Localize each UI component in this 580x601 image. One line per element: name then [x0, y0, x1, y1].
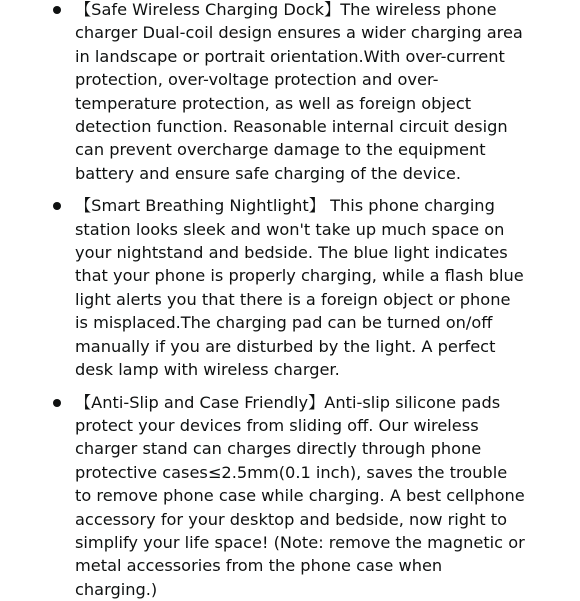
bullet-dot-icon: [53, 399, 61, 407]
bullet-dot-icon: [53, 6, 61, 14]
feature-bullet-smart-nightlight: [0, 194, 580, 381]
feature-text: 【Anti-Slip and Case Friendly】Anti-slip silicone pads protect your devices from sliding off. Our wireless charger stand can charges directly through phone protective cases≤2.5mm(0.1 inch), saves the trouble to remove phone case while charging. A best cellphone accessory for your desktop and bedside, now right to simplify your life space! (Note: remove the magnetic or metal accessories from the phone case when charging.): [75, 391, 528, 601]
feature-text: 【Safe Wireless Charging Dock】The wireless phone charger Dual-coil design ensures a wider charging area in landscape or portrait orientation.With over-current protection, over-voltage protection and over-temperature protection, as well as foreign object detection function. Reasonable internal circuit design can prevent overcharge damage to the equipment battery and ensure safe charging of the device.: [75, 0, 528, 185]
feature-text: 【Smart Breathing Nightlight】 This phone charging station looks sleek and won't take up much space on your nightstand and bedside. The blue light indicates that your phone is properly charging, while a flash blue light alerts you that there is a foreign object or phone is misplaced.The charging pad can be turned on/off manually if you are disturbed by the light. A perfect desk lamp with wireless charger.: [75, 194, 528, 381]
bullet-dot-icon: [53, 202, 61, 210]
feature-bullet-safe-wireless-charging: [0, 0, 580, 185]
feature-bullet-anti-slip-case-friendly: [0, 391, 580, 601]
